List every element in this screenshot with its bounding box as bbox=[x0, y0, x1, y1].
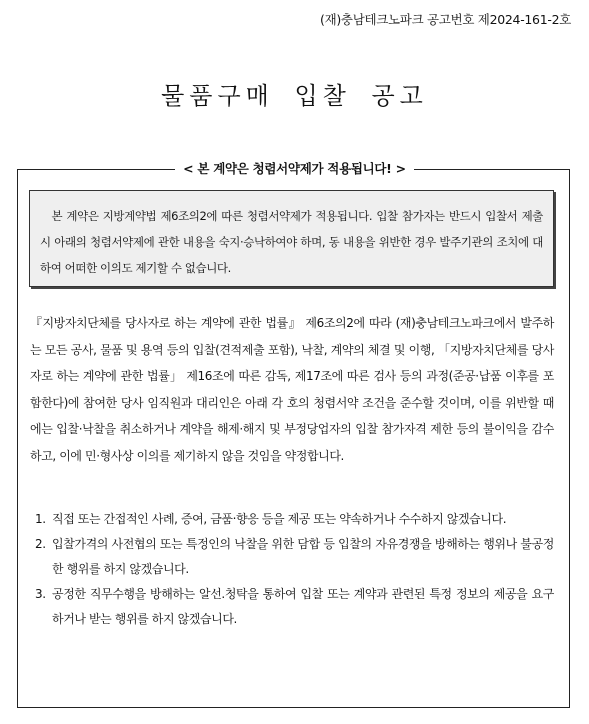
list-item bbox=[30, 582, 554, 632]
list-item-number: 1. bbox=[35, 512, 46, 526]
list-item-text: 입찰가격의 사전협의 또는 특정인의 낙찰을 위한 담합 등 입찰의 자유경쟁을 방해하는 행위나 불공정한 행위를 하지 않겠습니다. bbox=[52, 537, 554, 576]
pledge-heading-text: < 본 계약은 청렴서약제가 적용됩니다! > bbox=[175, 161, 414, 176]
list-item bbox=[30, 507, 554, 532]
pledge-frame-heading bbox=[0, 158, 589, 177]
list-item-number: 2. bbox=[35, 537, 46, 551]
list-item-text: 공정한 직무수행을 방해하는 알선.청탁을 통하여 입찰 또는 계약과 관련된 특정 정보의 제공을 요구하거나 받는 행위를 하지 않겠습니다. bbox=[52, 587, 554, 626]
list-item-number: 3. bbox=[35, 587, 46, 601]
pledge-items-list bbox=[30, 507, 554, 632]
document-title: 물품구매 입찰 공고 bbox=[161, 82, 428, 110]
list-item-text: 직접 또는 간접적인 사례, 증여, 금품‧향응 등을 제공 또는 약속하거나 수수하지 않겠습니다. bbox=[52, 512, 507, 526]
notice-number: (재)충남테크노파크 공고번호 제2024-161-2호 bbox=[320, 12, 571, 27]
integrity-notice-box: 본 계약은 지방계약법 제6조의2에 따른 청렴서약제가 적용됩니다. 입찰 참가자는 반드시 입찰서 제출시 아래의 청렴서약제에 관한 내용을 숙지‧승낙하여야 하며, 동 내용을 위반한 경우 발주기관의 조치에 대하여 어떠한 이의도 제기할 수 없습니다. bbox=[29, 190, 554, 287]
pledge-paragraph: 『지방자치단체를 당사자로 하는 계약에 관한 법률』 제6조의2에 따라 (재)충남테크노파크에서 발주하는 모든 공사, 물품 및 용역 등의 입찰(견적제출 포함), 낙찰, 계약의 체결 및 이행, 「지방자치단체를 당사자로 하는 계약에 관한 법률」 제16조에 따른 감독, 제17조에 따른 검사 등의 과정(준공·납품 이후를 포함한다)에 참여한 당사 임직원과 대리인은 아래 각 호의 청렴서약 조건을 준수할 것이며, 이를 위반할 때에는 입찰·낙찰을 취소하거나 계약을 해제·해지 및 부정당업자의 입찰 참가자격 제한 등의 불이익을 감수하고, 이에 민·형사상 이의를 제기하지 않을 것임을 약정합니다. bbox=[30, 316, 554, 463]
list-item bbox=[30, 532, 554, 582]
